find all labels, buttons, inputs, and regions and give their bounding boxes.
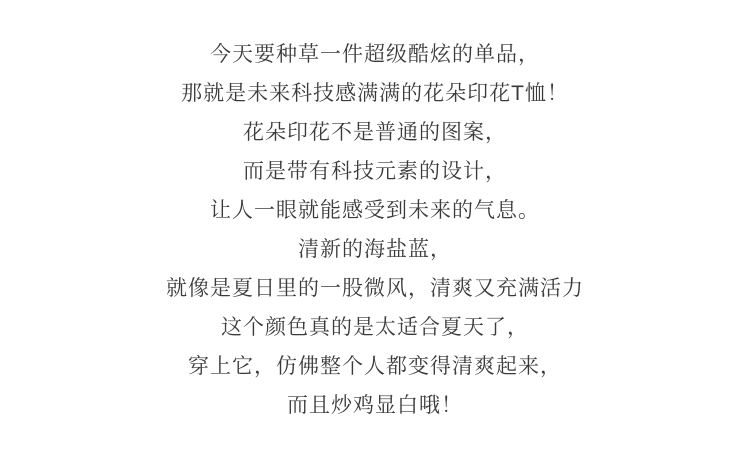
promo-line: 而是带有科技元素的设计， (243, 160, 507, 183)
promo-line: 今天要种草一件超级酷炫的单品， (210, 43, 540, 66)
promo-line: 就像是夏日里的一股微风，清爽又充满活力 (166, 277, 584, 300)
promo-line: 清新的海盐蓝， (298, 238, 452, 261)
promo-line: 那就是未来科技感满满的花朵印花T恤！ (181, 82, 569, 105)
promo-copy-block (20, 35, 730, 425)
promo-line: 让人一眼就能感受到未来的气息。 (210, 199, 540, 222)
promo-line: 而且炒鸡显白哦！ (287, 394, 463, 417)
promo-line: 穿上它，仿佛整个人都变得清爽起来， (188, 355, 562, 378)
promo-line: 这个颜色真的是太适合夏天了， (221, 316, 529, 339)
promo-line: 花朵印花不是普通的图案， (243, 121, 507, 144)
